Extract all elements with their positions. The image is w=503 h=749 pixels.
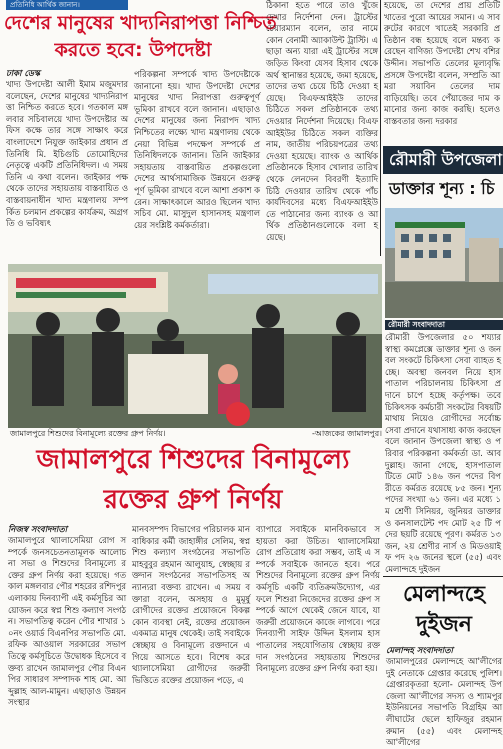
jamalpur-headline — [4, 440, 382, 520]
jamalpur-headline-line1: জামালপুরে শিশুদের বিনামূল্যে — [36, 445, 350, 475]
blood-group-event-illustration — [8, 264, 382, 428]
main-headline — [4, 10, 277, 64]
melandah-body: জামালপুরের মেলান্দহে আ'লীগের দুই নেতাকে গ্রেপ্তার করেছে পুলিশ। গ্রেপ্তারকৃতরা হলো- মেলান্দহ উপজেলা আ'লীগের সদস্য ও শ্যামপুর ইউনিয়নের সভাপতি বিগ্রহিম আলীঘাটের ছেলে হাফিজুর রহমান রুমান (৫৫) এবং মেলান্দহ আ'লীগের — [386, 656, 502, 748]
roumari-caption: রৌমারী সংবাদদাতা — [385, 320, 503, 330]
right-top-col1: ঠিকানা হতে পারে তাও খুঁজে দেখার নির্দেশনা দেন। ট্রাস্টের চেয়ারম্যান বলেন, তার নামে কোন বেনামী অ্যাকাউন্ট ট্রাস্টি। এ ছাড়া অন্য যারা এই ট্রাস্টের সঙ্গে জড়িত কিংবা যেসব হিসাব থেকে অর্থ স্থানান্তর হয়েছে, জমা হয়েছে, তাদের তথ্য চেয়ে চিঠি দেওয়া হয়েছে। বিএফআইইউ তাদের চিঠিতে সকল প্রতিষ্ঠানকে তথ্য দেওয়ার নির্দেশনা দিয়েছে। বিএফআইইউর চিঠিতে সকল ব্যক্তির নাম, জাতীয় পরিচয়পত্রের তথ্য দেওয়া হয়েছে। ব্যাংক ও আর্থিক প্রতিষ্ঠানকে হিসাব খোলার তারিখ থেকে লেনদেন বিবরণী ইত্যাদি চিঠি দেওয়ার তারিখ থেকে পাঁচ কার্যদিবসের মধ্যে বিএফআইইউতে পাঠানোর জন্য ব্যাংক ও আর্থিক প্রতিষ্ঠানগুলোকে বলা হয়েছে। — [266, 0, 378, 242]
column-rule-lower — [383, 576, 503, 577]
jamalpur-col1: জামালপুরে থ্যালাসেমিয়া রোগ সম্পর্কে জনসচেতনতামূলক আলোচনা সভা ও শিশুদের বিনামূল্যে রক্তের গ্রুপ নির্ণয় করা হয়েছে। গতকাল মঙ্গলবার পৌর শহরের রশিদপুর এলাকায় দিনব্যাপী এই কর্মসূচির আয়োজন করে স্বপ্ন শিশু কল্যাণ সংগঠন। সভাপতিত্ব করেন পৌর শাখার ১০নং ওয়ার্ড বিএনপির সভাপতি মো. রফিক আওয়াল সরকারের সভাপতিত্বে কর্মসূচিতে উদ্বোধক হিসেবে বক্তব্য রাখেন জামালপুর পৌর বিএনপির সাধারণ সম্পাদক শাহ মো. আব্দুল্লাহ আল-মামুন। এছাড়াও উন্নয়ন সংস্থার — [8, 535, 126, 708]
jamalpur-byline: নিজস্ব সংবাদদাতা — [8, 524, 68, 534]
column-rule — [380, 0, 381, 256]
top-strip: প্রতিনিধি আর্থিক জানান। — [6, 0, 128, 10]
jamalpur-headline-line2: রক্তের গ্রুপ নির্ণয় — [103, 485, 283, 515]
main-headline-line2: করতে হবে: উপদেষ্টা — [54, 39, 212, 61]
melandah-headline — [385, 580, 503, 640]
melandah-headline-line1: মেলান্দহে — [403, 582, 485, 607]
main-headline-line1: দেশের মানুষের খাদ্যনিরাপত্তা নিশ্চিত — [4, 12, 277, 34]
hospital-photo-illustration — [385, 208, 503, 318]
blood-group-photo — [8, 264, 382, 428]
melandah-headline-line2: দুইজন — [416, 612, 472, 637]
photo1-caption: জামালপুরে শিশুদের বিনামূল্যে রক্তের গ্রুপ নির্ণয়। — [10, 429, 166, 438]
right-top-col2: হয়েছে, তা দেশের প্রায় প্রতিটি খাতের পুরো আয়ের সমান। এ সাবরুটের কারণে খাতেই সরকারি প্রতিষ্ঠান বন্ধ হয়েছে বলে মন্তব্য করেছেন বাণিজ্য উপদেষ্টা শেখ বশিরউদ্দীন। সভাপতি তেলের মূল্যবৃদ্ধি প্রসঙ্গে উপদেষ্টা বলেন, সম্প্রতি আমরা সয়াবিন তেলের দাম বাড়িয়েছি। তবে পেঁয়াজের দাম কমানোর জন্য কাজ করছি। হলেও বাস্তবতার জন্য দরকার — [384, 0, 500, 126]
main-col1: খাদ্য উপদেষ্টা আলী ইমাম মজুমদার বলেছেন, দেশের মানুষের খাদ্যনিরাপত্তা নিশ্চিত করতে হবে। গতকাল মঙ্গলবার সচিবালয়ে খাদ্য উপদেষ্টার অফিস কক্ষে তার সঙ্গে সাক্ষাৎ করে বাংলাদেশে নিযুক্ত জাইকার প্রধান প্রতিনিধি মি. ইচিগুচি তোমোহিদের নেতৃত্বে একটি প্রতিনিধিদল। এ সময় তিনি এ কথা বলেন। জাইকার পক্ষ থেকে তাদের সহায়তায় বাস্তবায়িত ও বাস্তবায়নাধীন খাদ্য মন্ত্রণালয় সম্পর্কিত চলমান প্রকল্পের কার্যক্রম, অগ্রগতি ও ভবিষ্যৎ — [6, 79, 128, 229]
roumari-photo — [385, 208, 503, 318]
jamalpur-col2: মানবসম্পদ বিভাগের পরিচালক মানবাধিকার কর্মী জাহাঙ্গীর সেলিম, স্বপ্ন শিশু কল্যাণ সংগঠনের সভাপতি মাহবুবুর রহমান আলুয়াহ, স্বেচ্ছায় রক্তদান সংগঠনের সভাপতিসহ অন্যান্যরা বক্তব্য রাখেন। এ সময় বক্তারা বলেন, অসহায় ও মুমূর্ষু রোগীদের রক্তের প্রয়োজনে বিকল্প কোন ব্যবস্থা নেই, রক্তের প্রয়োজন একমাত্র মানুষ থেকেই। তাই সবাইকে স্বেচ্ছায় ও বিনামূল্যে রক্তদানে এগিয়ে আসতে হবে। বিশেষ করে থ্যালাসেমিয়া রোগীদের জরুরী ভিত্তিতে রক্তের প্রয়োজন পড়ে, এ — [132, 524, 250, 685]
main-col2: পরিকল্পনা সম্পর্কে খাদ্য উপদেষ্টাকে জানানো হয়। খাদ্য উপদেষ্টা দেশের মানুষের খাদ্য নিরাপত্তা গুরুত্বপূর্ণ ভূমিকা রাখবে বলে জানান। এছাড়াও দেশের মানুষের জন্য নিরাপদ খাদ্য নিশ্চিতের লক্ষ্যে খাদ্য মন্ত্রণালয় থেকে নেয়া বিভিন্ন পদক্ষেপ সম্পর্কে প্রতিনিধিদলকে জানান। তিনি জাইকার সহায়তায় বাস্তবায়িত প্রকল্পগুলো দেশের আর্থসামাজিক উন্নয়নে গুরুত্বপূর্ণ ভূমিকা রাখবে বলে আশা প্রকাশ করেন। সাক্ষাৎকালে আরও ছিলেন খাদ্য সচিব মো. মাসুদুল হাসানসহ মন্ত্রণালয়ের সংশ্লিষ্ট কর্মকর্তারা। — [134, 69, 260, 230]
roumari-headline-line2: ডাক্তার শূন্য : চি — [389, 179, 495, 198]
main-byline: ঢাকা ডেস্ক — [6, 68, 40, 78]
melandah-byline: মেলান্দহ সংবাদদাতা — [386, 645, 453, 655]
roumari-headline-line1: রৌমারী উপজেলা — [383, 146, 503, 174]
roumari-headline-box — [383, 146, 503, 206]
roumari-body: রৌমারী উপজেলার ৫০ শয্যার স্বাস্থ্য কমপ্লেক্সে ডাক্তার শূন্য ও জনবল সংকটে চিকিৎসা সেবা ব্যাহত হচ্ছে। অবস্থা জনবল নিয়ে হাসপাতাল পরিচালনায় চিকিৎসা প্রদানে চাপে হচ্ছে কর্তৃপক্ষ। তবে চিকিৎসক কর্মচারী সংকটের বিষয়টি মাথায় নিয়েও রোগীদের সর্বোচ্চ সেবা প্রদানে যথাসাধ্য কাজ করছেন বলে জানান উপজেলা স্বাস্থ্য ও পরিবার পরিকল্পনা কর্মকর্তা ডা. আবদুল্লাহ। জানা গেছে, হাসপাতালটিতে মোট ১৪৬ জন পদের বিপরীতে কর্মরত রয়েছে ৮৫ জন। শূন্য পদের সংখ্যা ৬১ জন। এর মধ্যে ১ম শ্রেণী সিনিয়র, জুনিয়র ডাক্তার ও কনসালটেন্ট পদ মোট ২৫ টি পদের ছয়টি রয়েছে পূরণ। কর্মরত ১৩জন, ২য় শ্রেণীর নার্স ও মিডওয়াইফ পদ ২৬ জনের স্থলে (৫৫) এবং মেলান্দহে দুইজন — [385, 332, 501, 574]
jamalpur-col3: ব্যাপারে সবাইকে মানবিকভাবে সহায়তা করা উচিত। থ্যালাসেমিয়া রোগ প্রতিরোধ করা সম্ভব, তাই এ সম্পর্কে সবাইকে জানতে হবে। পরে শিশুদের বিনামূল্যে রক্তের গ্রুপ নির্ণয় কর্মসূচি একটি ব্যতিক্রমউদ্যোগ, এর ফলে শিশুরা নিজেদের রক্তের গ্রুপ সম্পর্কে আগে থেকেই জেনে যাবে, যা জরুরী প্রয়োজনে কাজে লাগবে। পরে দিনব্যাপী সাইফ উদ্দিন ইসলাম হাসপাতালের সহযোগিতায় স্বেচ্ছায় রক্তদান সংগঠনের সহায়তায় শিশুদের বিনামূল্যে রক্তের গ্রুপ নির্ণয় করা হয়। — [256, 524, 380, 674]
photo1-credit: -আজকের জামালপুর। — [311, 429, 382, 438]
